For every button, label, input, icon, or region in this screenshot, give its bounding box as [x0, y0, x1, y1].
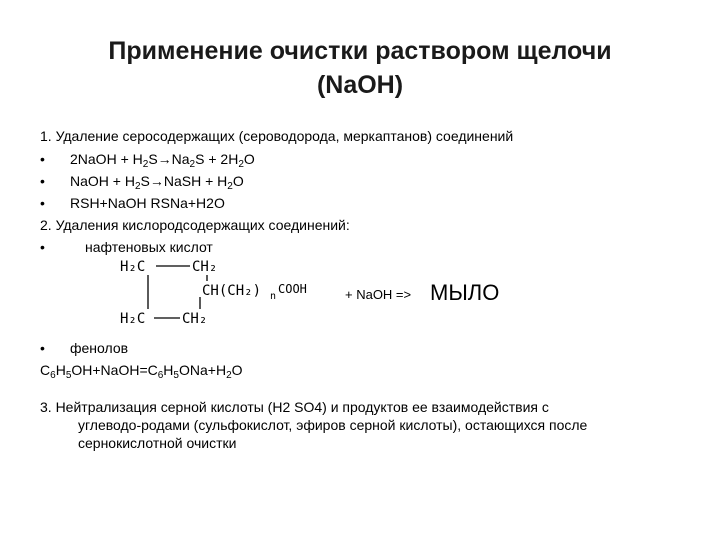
- bullet-5: •: [40, 340, 45, 356]
- phenols-label: фенолов: [70, 340, 129, 356]
- atom-ch2-bottom: CH₂: [182, 311, 208, 327]
- section3-line-2: углеводо-родами (сульфокислот, эфиров серной кислоты), остающихся после: [78, 417, 588, 433]
- equation-2: NaOH + $H_2S\to NaSH + H_2O$: [70, 173, 244, 192]
- atom-h2c-top: H₂C: [120, 259, 146, 275]
- bullet-4: •: [40, 239, 45, 255]
- title-line-1: Применение очистки раствором щелочи: [108, 37, 612, 65]
- equation-1: 2NaOH + $H_2S\to Na_2S + 2H_2O$: [70, 151, 255, 170]
- section1-heading: 1. Удаление серосодержащих (сероводорода, меркаптанов) соединений: [40, 128, 514, 144]
- bullet-2: •: [40, 173, 45, 189]
- reaction-naoh: + NaOH =>: [345, 287, 412, 302]
- section2-heading: 2. Удаления кислородсодержащих соединений:: [40, 217, 350, 233]
- naphthenic-acids-label: нафтеновых кислот: [85, 239, 213, 255]
- section3-line-1: 3. Нейтрализация серной кислоты (H2 SO4) и продуктов ее взаимодействия с: [40, 399, 549, 415]
- atom-ch2-top: CH₂: [192, 259, 218, 275]
- phenol-equation: $C_6H_5OH+NaOH=C_6H_5ONa+H_2O$: [40, 362, 243, 381]
- subscript-n: n: [270, 291, 277, 302]
- bullet-1: •: [40, 151, 45, 167]
- atom-ch: CH(CH₂): [202, 283, 262, 299]
- section3-line-3: сернокислотной очистки: [78, 435, 237, 451]
- reaction-result-soap: МЫЛО: [430, 280, 500, 305]
- equation-3: RSH+NaOH RSNa+H2O: [70, 195, 225, 211]
- title-line-2: (NaOH): [316, 71, 404, 99]
- slide-title: [0, 34, 720, 102]
- atom-h2c-bottom: H₂C: [120, 311, 146, 327]
- bullet-3: •: [40, 195, 45, 211]
- group-cooh: COOH: [278, 282, 307, 296]
